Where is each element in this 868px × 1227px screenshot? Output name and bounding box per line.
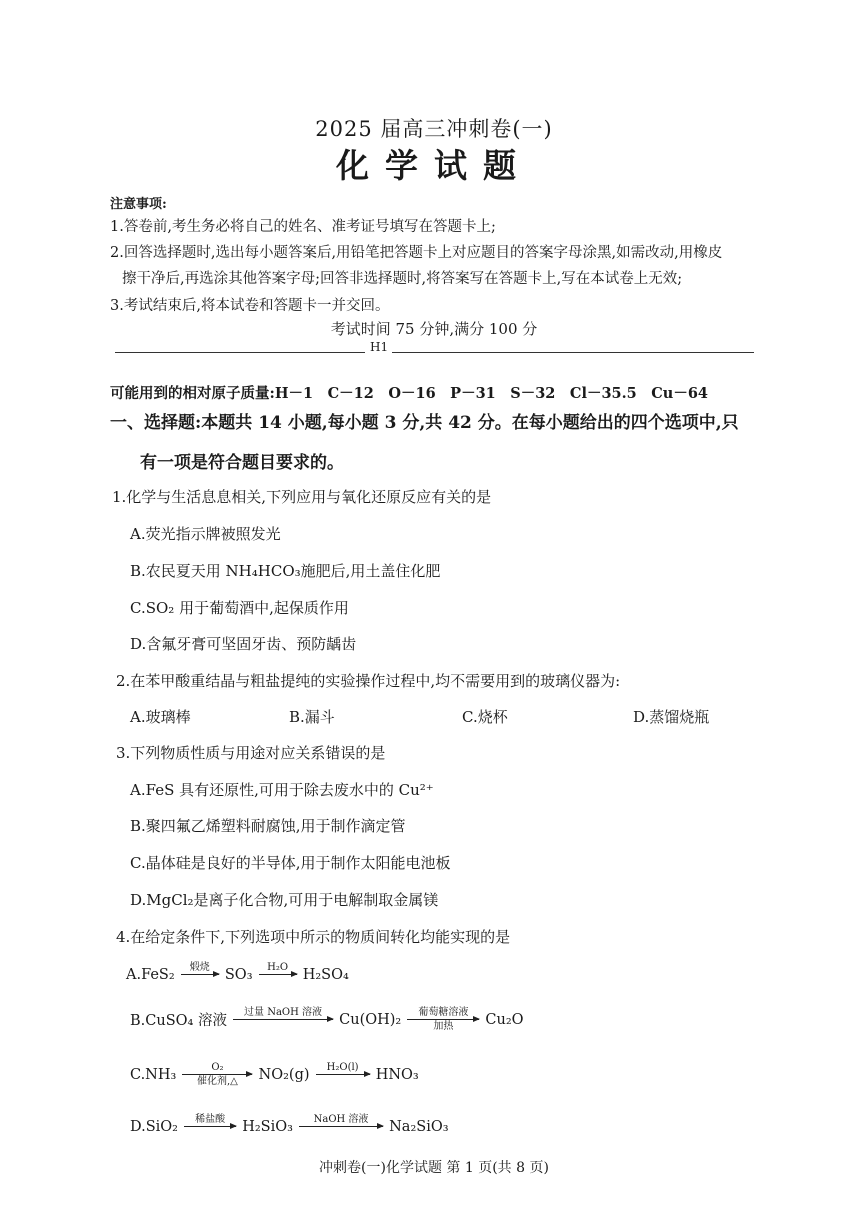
note-item-1: 1.答卷前,考生务必将自己的姓名、准考证号填写在答题卡上; xyxy=(110,219,496,235)
q4b-arrow-2-cond: 葡萄糖溶液 xyxy=(418,1007,469,1018)
exam-code: H1 xyxy=(370,340,389,354)
q4-option-d xyxy=(130,1114,449,1139)
q4c-arrow-2 xyxy=(316,1062,370,1087)
q4a-reactant: A.FeS₂ xyxy=(126,966,175,983)
q4a-arrow-2 xyxy=(259,962,297,987)
q1-option-a: A.荧光指示牌被照发光 xyxy=(130,525,281,543)
q4a-arrow-1-cond: 煅烧 xyxy=(189,962,210,973)
divider-right xyxy=(392,352,754,353)
q4c-arrow-1-cond-below: 催化剂,△ xyxy=(197,1076,238,1087)
q4d-arrow-2-cond: NaOH 溶液 xyxy=(313,1114,369,1125)
q1-stem: 1.化学与生活息息相关,下列应用与氧化还原反应有关的是 xyxy=(112,488,492,506)
q3-option-a: A.FeS 具有还原性,可用于除去废水中的 Cu²⁺ xyxy=(130,781,434,799)
q4c-arrow-2-cond: H₂O(l) xyxy=(326,1062,359,1073)
q2-option-b: B.漏斗 xyxy=(289,708,335,726)
q4c-arrow-1 xyxy=(182,1062,252,1087)
q4c-product-1: NO₂(g) xyxy=(258,1066,310,1083)
q4-option-a xyxy=(126,962,349,987)
atomic-masses: 可能用到的相对原子质量:H－1 C－12 O－16 P－31 S－32 Cl－35.5 Cu－64 xyxy=(110,385,709,402)
q4b-arrow-1 xyxy=(233,1007,333,1032)
q4-stem: 4.在给定条件下,下列选项中所示的物质间转化均能实现的是 xyxy=(116,928,511,946)
q4d-product-1: H₂SiO₃ xyxy=(242,1118,293,1135)
q2-option-c: C.烧杯 xyxy=(462,708,508,726)
q4a-arrow-1 xyxy=(181,962,219,987)
q4d-reactant: D.SiO₂ xyxy=(130,1118,178,1135)
q4c-arrow-1-cond: O₂ xyxy=(211,1062,224,1073)
section-heading-cont: 有一项是符合题目要求的。 xyxy=(140,453,344,473)
q3-stem: 3.下列物质性质与用途对应关系错误的是 xyxy=(116,744,386,762)
q3-option-b: B.聚四氟乙烯塑料耐腐蚀,用于制作滴定管 xyxy=(130,817,406,835)
q4a-product-1: SO₃ xyxy=(224,966,253,983)
q4-option-b xyxy=(130,1007,524,1032)
note-item-3: 3.考试结束后,将本试卷和答题卡一并交回。 xyxy=(110,298,390,314)
q4d-arrow-1 xyxy=(184,1114,236,1139)
q1-option-c: C.SO₂ 用于葡萄酒中,起保质作用 xyxy=(130,599,349,617)
time-score: 考试时间 75 分钟,满分 100 分 xyxy=(330,320,538,338)
q4d-arrow-2 xyxy=(299,1114,383,1139)
q4a-arrow-2-cond: H₂O xyxy=(267,962,289,973)
exam-title: 2025 届高三冲刺卷(一) xyxy=(315,117,553,141)
q3-option-d: D.MgCl₂是离子化合物,可用于电解制取金属镁 xyxy=(130,891,439,909)
q4d-product-2: Na₂SiO₃ xyxy=(389,1118,449,1135)
q4a-product-2: H₂SO₄ xyxy=(302,966,349,983)
q4b-arrow-1-cond: 过量 NaOH 溶液 xyxy=(244,1007,323,1018)
q4b-product-2: Cu₂O xyxy=(485,1011,524,1028)
divider-left xyxy=(115,352,365,353)
q2-option-d: D.蒸馏烧瓶 xyxy=(633,708,710,726)
section-heading: 一、选择题:本题共 14 小题,每小题 3 分,共 42 分。在每小题给出的四个选项中,只 xyxy=(110,413,739,433)
q1-option-b: B.农民夏天用 NH₄HCO₃施肥后,用土盖住化肥 xyxy=(130,562,441,580)
note-item-2: 2.回答选择题时,选出每小题答案后,用铅笔把答题卡上对应题目的答案字母涂黑,如需改动,用橡皮 xyxy=(110,245,723,261)
q4b-reactant: B.CuSO₄ 溶液 xyxy=(130,1013,227,1029)
q4b-arrow-2-cond-below: 加热 xyxy=(433,1021,454,1032)
q3-option-c: C.晶体硅是良好的半导体,用于制作太阳能电池板 xyxy=(130,854,451,872)
q2-stem: 2.在苯甲酸重结晶与粗盐提纯的实验操作过程中,均不需要用到的玻璃仪器为: xyxy=(116,672,621,690)
q4c-product-2: HNO₃ xyxy=(375,1066,419,1083)
q2-option-a: A.玻璃棒 xyxy=(130,708,191,726)
note-item-2-cont: 擦干净后,再选涂其他答案字母;回答非选择题时,将答案写在答题卡上,写在本试卷上无效; xyxy=(122,271,683,287)
q4b-arrow-2 xyxy=(407,1007,479,1032)
subject-title: 化学试题 xyxy=(336,146,532,185)
q4d-arrow-1-cond: 稀盐酸 xyxy=(195,1114,226,1125)
q4b-product-1: Cu(OH)₂ xyxy=(339,1011,402,1028)
q1-option-d: D.含氟牙膏可坚固牙齿、预防龋齿 xyxy=(130,635,357,653)
notes-heading: 注意事项: xyxy=(110,197,167,212)
q4c-reactant: C.NH₃ xyxy=(130,1066,177,1083)
q4-option-c xyxy=(130,1062,419,1087)
page-footer: 冲刺卷(一)化学试题 第 1 页(共 8 页) xyxy=(319,1160,549,1176)
